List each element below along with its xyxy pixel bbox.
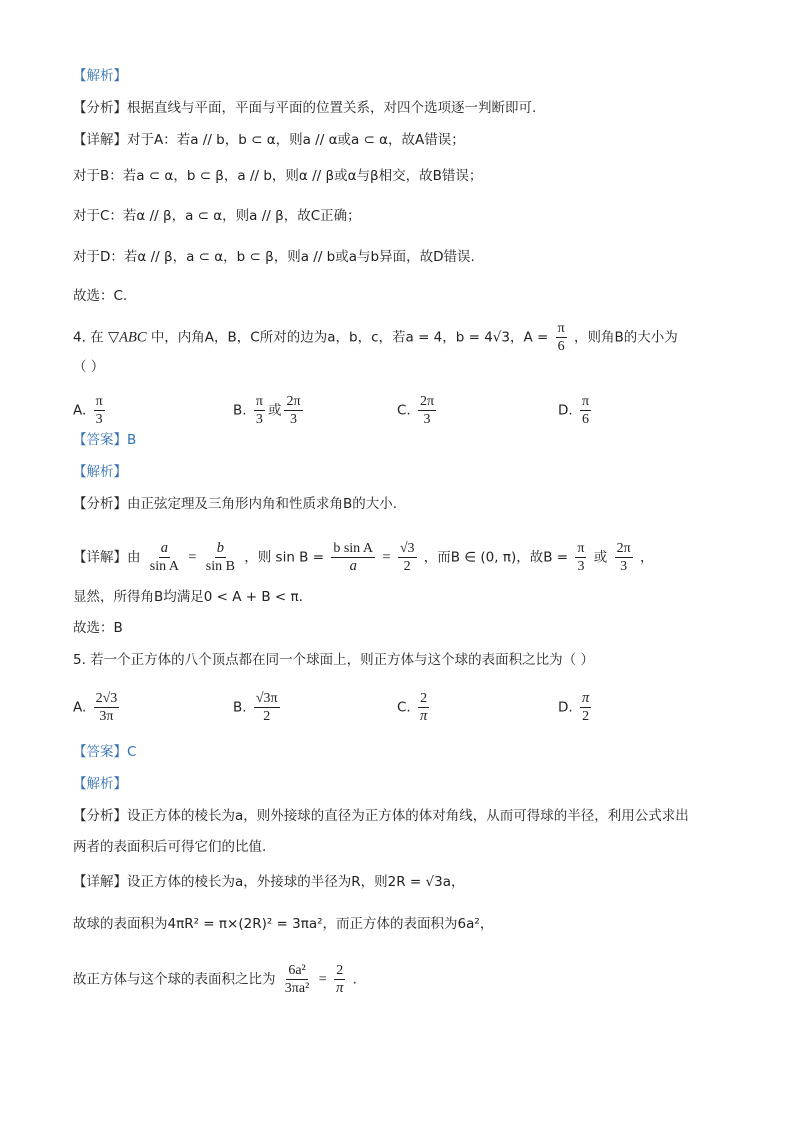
option-label: C. — [397, 699, 411, 716]
detail-then: ，则 sin B = — [244, 549, 325, 566]
fraction-denominator: 3 — [577, 559, 585, 574]
option-fraction — [418, 690, 429, 725]
detail-line-b: 对于B：若a ⊂ α，b ⊂ β，a // b，则α // β或α与β相交，故B错误； — [73, 168, 483, 184]
q5-option-a — [73, 690, 122, 725]
fraction-numerator: π — [581, 394, 590, 409]
analysis-line: 【分析】根据直线与平面，平面与平面的位置关系，对四个选项逐一判断即可. — [73, 100, 537, 116]
fraction-denominator: π — [420, 708, 428, 724]
option-label: A. — [73, 699, 87, 716]
fraction-denominator: sin A — [149, 559, 179, 574]
fraction-denominator: 2 — [582, 709, 590, 724]
q4-option-a — [73, 393, 108, 428]
q4-detail — [73, 540, 653, 575]
section-jiexi-label: 【解析】 — [73, 68, 127, 84]
q5-detail-3 — [73, 962, 357, 997]
fraction-numerator: π — [577, 541, 585, 556]
fraction-numerator: π — [255, 394, 263, 409]
fraction-denominator: 6 — [557, 339, 565, 354]
equals-sign: = — [188, 549, 197, 566]
q4-jiexi-label: 【解析】 — [73, 464, 127, 480]
fraction-bsina-over-a — [331, 540, 375, 575]
fraction-numerator: 2π — [420, 394, 435, 409]
detail-while: ，而B ∈ (0, π)，故B = — [423, 549, 569, 566]
option-fraction — [94, 690, 120, 725]
detail-line-c: 对于C：若α // β，a ⊂ α，则a // β，故C正确； — [73, 208, 361, 224]
fraction-denominator: 2 — [403, 559, 411, 574]
option-label: C. — [397, 402, 411, 419]
q4-analysis: 【分析】由正弦定理及三角形内角和性质求角B的大小. — [73, 496, 398, 512]
fraction-numerator: π — [581, 690, 590, 706]
q4-number: 4. 在 — [73, 329, 104, 346]
question-4-stem — [73, 320, 678, 355]
fraction-pi-over-3 — [575, 540, 586, 575]
detail-line-a: 【详解】对于A：若a // b，b ⊂ α，则a // α或a ⊂ α，故A错误； — [73, 132, 465, 148]
equals-sign: = — [382, 549, 391, 566]
fraction-denominator: 3πa² — [284, 981, 310, 996]
option-fraction — [418, 393, 436, 428]
fraction-2-over-pi — [334, 962, 345, 997]
fraction-numerator: π — [95, 394, 103, 409]
option-or: 或 — [267, 402, 282, 419]
q4-choose: 故选：B — [73, 620, 123, 636]
q5-jiexi-label: 【解析】 — [73, 776, 127, 792]
fraction-2pi-over-3 — [615, 540, 633, 575]
fraction-numerator: 2 — [336, 963, 344, 978]
detail-prefix: 故正方体与这个球的表面积之比为 — [73, 971, 276, 988]
fraction-6a2-over-3pia2 — [283, 962, 311, 997]
fraction-numerator: 6a² — [288, 963, 306, 978]
detail-prefix: 【详解】由 — [73, 549, 141, 566]
option-fraction — [254, 690, 280, 725]
fraction-numerator: 2π — [616, 541, 631, 556]
q4-answer: 【答案】B — [73, 432, 137, 448]
q4-obvious: 显然，所得角B均满足0 < A + B < π. — [73, 589, 303, 605]
q5-answer: 【答案】C — [73, 744, 137, 760]
option-label: B. — [233, 699, 247, 716]
detail-end: . — [352, 971, 357, 988]
fraction-denominator: sin B — [205, 559, 235, 574]
option-label: D. — [558, 699, 573, 716]
fraction-denominator: a — [349, 558, 357, 574]
fraction-denominator: 3 — [289, 412, 297, 427]
q4-option-d — [558, 393, 594, 428]
q5-option-b — [233, 690, 283, 725]
fraction-sqrt3-over-2 — [398, 540, 417, 575]
fraction-denominator: 2 — [263, 709, 271, 724]
q4-triangle: ▽ABC — [107, 329, 147, 346]
detail-line-d: 对于D：若α // β，a ⊂ α，b ⊂ β，则a // b或a与b异面，故D错误. — [73, 249, 475, 265]
fraction-denominator: 3 — [423, 412, 431, 427]
fraction-a-over-sina — [148, 540, 181, 575]
q4-stem-end: ，则角B的大小为 — [574, 329, 678, 346]
option-fraction — [580, 690, 591, 725]
option-fraction — [254, 393, 265, 428]
q4-option-b — [233, 393, 306, 428]
fraction-numerator: 2√3 — [95, 691, 118, 706]
q4-angle-a-fraction — [556, 320, 567, 355]
q5-analysis-1: 【分析】设正方体的棱长为a，则外接球的直径为正方体的体对角线，从而可得球的半径，利用公式求出 — [73, 808, 689, 824]
q5-detail-1: 【详解】设正方体的棱长为a，外接球的半径为R，则2R = √3a， — [73, 874, 465, 890]
option-fraction — [284, 393, 302, 428]
fraction-denominator: π — [336, 980, 344, 996]
fraction-numerator: b sin A — [333, 541, 374, 556]
fraction-numerator: 2 — [420, 691, 428, 706]
question-5-stem: 5. 若一个正方体的八个顶点都在同一个球面上，则正方体与这个球的表面积之比为（ ） — [73, 652, 594, 668]
option-label: B. — [233, 402, 247, 419]
detail-or: 或 — [593, 549, 608, 566]
option-label: D. — [558, 402, 573, 419]
fraction-b-over-sinb — [204, 540, 237, 575]
equals-sign: = — [318, 971, 327, 988]
option-label: A. — [73, 402, 87, 419]
fraction-denominator: 3π — [99, 709, 114, 724]
fraction-numerator: π — [557, 321, 565, 336]
q4-stem-text: 中，内角A，B，C所对的边为a，b，c，若a = 4，b = 4√3，A = — [150, 329, 549, 346]
q5-option-d — [558, 690, 594, 725]
q4-answer-paren: （ ） — [73, 359, 105, 375]
q5-detail-2: 故球的表面积为4πR² = π×(2R)² = 3πa²，而正方体的表面积为6a²， — [73, 916, 494, 932]
fraction-denominator: 6 — [582, 412, 590, 427]
fraction-numerator: 2π — [286, 394, 301, 409]
q4-option-c — [397, 393, 439, 428]
detail-end: ， — [639, 549, 654, 566]
choose-line: 故选：C. — [73, 288, 128, 304]
option-fraction — [94, 393, 105, 428]
fraction-numerator: √3 — [399, 541, 415, 556]
fraction-denominator: 3 — [620, 559, 628, 574]
fraction-numerator: b — [216, 540, 224, 556]
fraction-numerator: a — [160, 540, 169, 556]
option-fraction — [580, 393, 591, 428]
fraction-denominator: 3 — [255, 412, 263, 427]
q5-option-c — [397, 690, 432, 725]
fraction-denominator: 3 — [95, 412, 103, 427]
fraction-numerator: √3π — [255, 691, 278, 706]
q5-analysis-2: 两者的表面积后可得它们的比值. — [73, 839, 267, 855]
